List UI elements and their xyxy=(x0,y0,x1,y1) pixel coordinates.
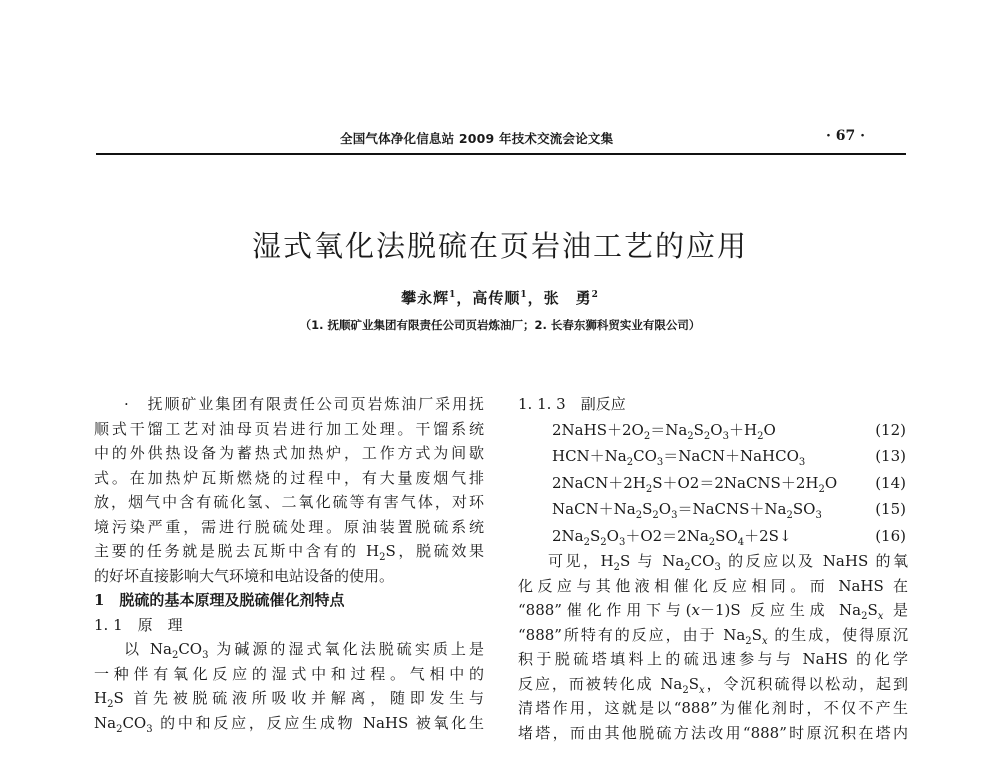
body-line: 式。在加热炉瓦斯燃烧的过程中，有大量废烟气排 xyxy=(94,468,484,487)
author-affiliation-mark: 1 xyxy=(520,290,528,300)
left-column xyxy=(94,392,484,735)
body-line: 积于脱硫塔填料上的硫迅速参与与 NaHS 的化学 xyxy=(518,650,908,668)
author-separator: ， xyxy=(527,289,544,307)
equation-number: (15) xyxy=(875,500,906,518)
equation-number: (12) xyxy=(875,420,906,439)
author-affiliation-mark: 1 xyxy=(449,290,457,300)
equation xyxy=(518,496,908,523)
body-line: 化反应与其他液相催化反应相同。而 NaHS 在 xyxy=(518,576,908,595)
author-separator: ， xyxy=(456,289,473,307)
equation-formula: $HCN+Na_2CO_3=NaCN+NaHCO_3$ xyxy=(552,447,806,468)
equation-formula: $NaCN+Na_2S_2O_3=NaCNS+Na_2SO_3$ xyxy=(552,500,822,521)
body-line: 顺式干馏工艺对油母页岩进行加工处理。干馏系统 xyxy=(94,419,484,438)
body-line: 可见，$H_2S$ 与 $Na_2CO_3$ 的反应以及 NaHS 的氧 xyxy=(548,552,908,573)
body-line: 反应，而被转化成 $Na_2S_x$，令沉积硫得以松动，起到 xyxy=(518,674,908,696)
body-line: · 抚顺矿业集团有限责任公司页岩炼油厂采用抚 xyxy=(124,395,484,413)
author-name: 攀永辉 xyxy=(401,289,450,307)
author-name: 张 勇 xyxy=(543,289,592,307)
author-affiliation-mark: 2 xyxy=(591,290,599,300)
equation-number: (14) xyxy=(875,473,906,492)
right-column xyxy=(518,392,908,745)
equation xyxy=(518,417,908,444)
body-line: 境污染严重，需进行脱硫处理。原油装置脱硫系统 xyxy=(94,517,484,536)
author-list xyxy=(0,287,1000,308)
equation-number: (13) xyxy=(875,447,906,465)
equation xyxy=(518,443,908,470)
equation xyxy=(518,523,908,550)
body-line: 一种伴有氧化反应的湿式中和过程。气相中的 xyxy=(94,664,484,683)
subsection-heading: 1. 1 原 理 xyxy=(94,615,183,634)
body-line: 中的外供热设备为蓄热式加热炉，工作方式为间歇 xyxy=(94,444,484,462)
body-line: 以 $Na_2CO_3$ 为碱源的湿式氧化法脱硫实质上是 xyxy=(124,640,484,661)
section-heading: 1 脱硫的基本原理及脱硫催化剂特点 xyxy=(94,591,345,609)
body-line: “888”所特有的反应，由于 $Na_2S_x$ 的生成，使得原沉 xyxy=(518,625,908,647)
body-line: 放，烟气中含有硫化氢、二氧化硫等有害气体，对环 xyxy=(94,493,484,511)
header-rule xyxy=(96,153,906,155)
equation-formula: $2NaCN+2H_2S+O2=2NaCNS+2H_2O$ xyxy=(552,473,838,495)
body-line: $H_2S$ 首先被脱硫液所吸收并解离，随即发生与 xyxy=(94,689,484,710)
equation-formula: $2Na_2S_2O_3+O2=2Na_2SO_4+2S↓$ xyxy=(552,526,792,548)
body-line: 主要的任务就是脱去瓦斯中含有的 $H_2S$，脱硫效果 xyxy=(94,542,484,563)
page-number: · 67 · xyxy=(826,128,865,144)
subsection-heading: 1. 1. 3 副反应 xyxy=(518,395,626,413)
body-line: 清塔作用，这就是以“888”为催化剂时，不仅不产生 xyxy=(518,699,908,717)
body-line: 的好坏直接影响大气环境和电站设备的使用。 xyxy=(94,566,395,585)
affiliation: （1. 抚顺矿业集团有限责任公司页岩炼油厂；2. 长春东狮科贸实业有限公司） xyxy=(299,318,701,332)
body-line: 堵塔，而由其他脱硫方法改用“888”时原沉积在塔内 xyxy=(518,723,908,742)
equation-formula: $2NaHS+2O_2=Na_2S_2O_3+H_2O$ xyxy=(552,420,776,442)
body-line: “888”催化作用下与(x－1)S 反应生成 $Na_2S_x$ 是 xyxy=(518,601,908,622)
body-line: $Na_2CO_3$ 的中和反应，反应生成物 NaHS 被氧化生 xyxy=(94,713,484,735)
author-name: 高传顺 xyxy=(472,289,521,307)
running-head: 全国气体净化信息站 2009 年技术交流会论文集 xyxy=(340,131,614,146)
paper-title: 湿式氧化法脱硫在页岩油工艺的应用 xyxy=(251,229,748,263)
equation-number: (16) xyxy=(875,526,906,545)
equation xyxy=(518,470,908,497)
